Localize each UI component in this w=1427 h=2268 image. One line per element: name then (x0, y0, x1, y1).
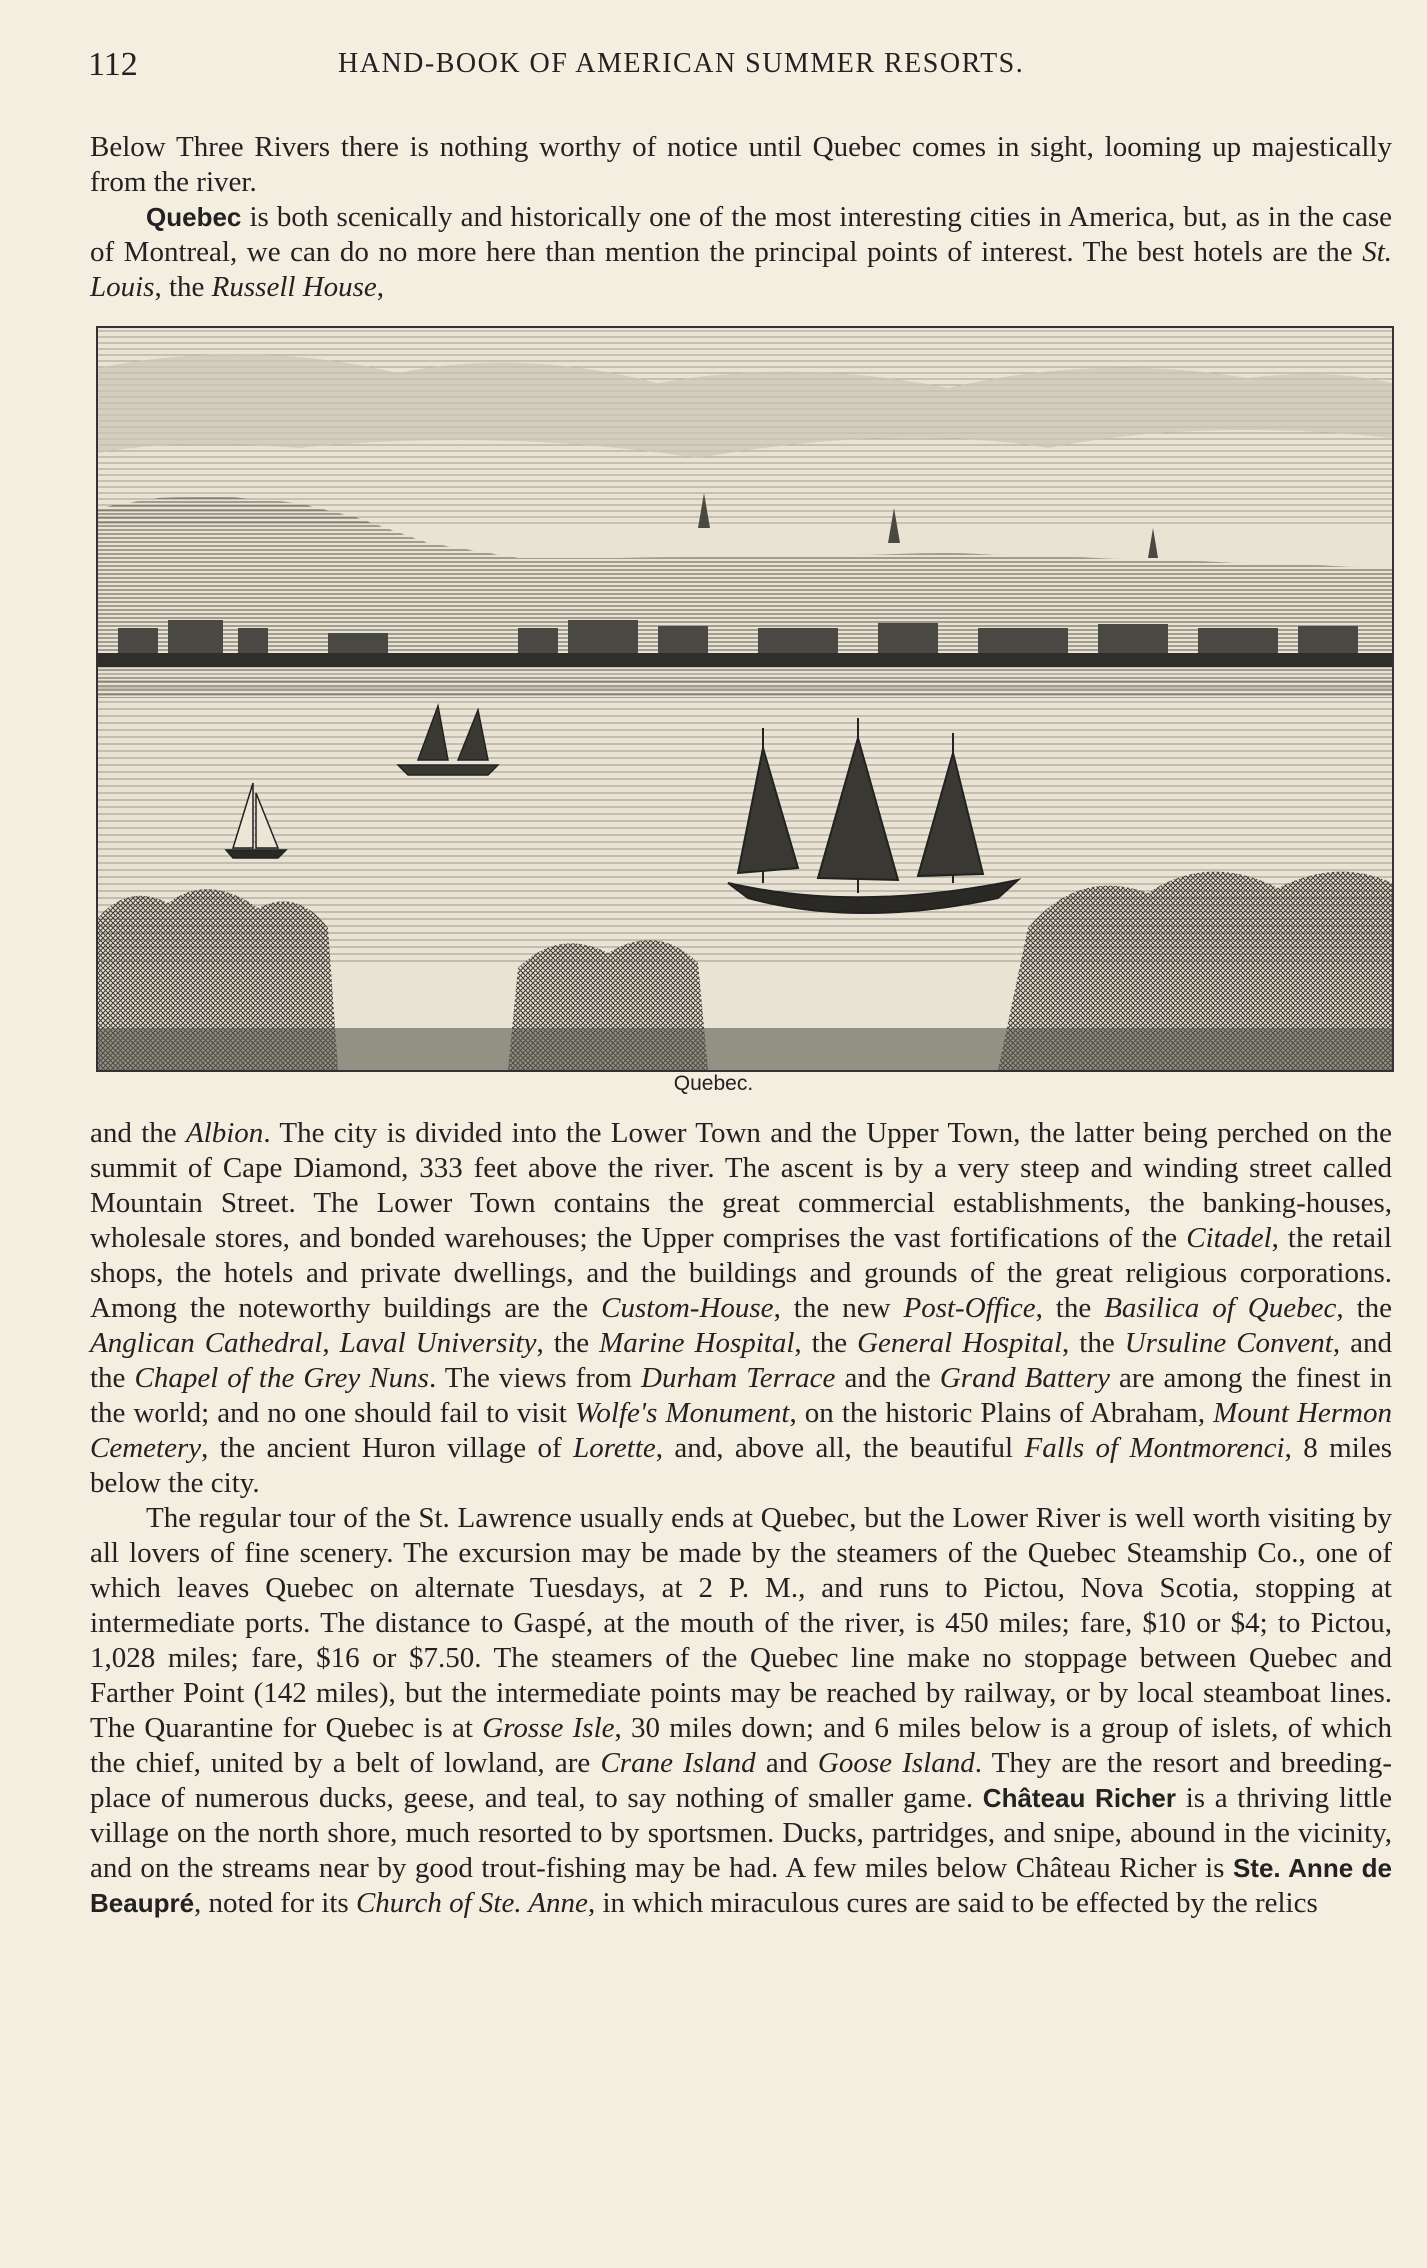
text-run: , the retail shops, the hotels and private dwellings, and the buildings and grounds of the great religious corporations. Among the noteworthy buildings are the (90, 1222, 1392, 1324)
text-run: The regular tour of the St. Lawrence usually ends at Quebec, but the Lower River is well worth visiting by all lovers of fine scenery. The excursion may be made by the steamers of the Quebec Steamship Co., one of which leaves Quebec on alternate Tuesdays, at 2 P. M., and runs to Pictou, Nova Scotia, stopping at intermediate ports. The distance to Gaspé, at the mouth of the river, is 450 miles; fare, $10 or $4; to Pictou, 1,028 miles; fare, $16 or $7.50. The steamers of the Quebec line make no stoppage between Quebec and Farther Point (142 miles), but the intermediate points may be reached by railway, or by local steamboat lines. The Quarantine for Quebec is at (90, 1502, 1392, 1744)
italic-term: Ursuline Convent (1124, 1327, 1333, 1359)
italic-term: Chapel of the Grey Nuns (134, 1362, 429, 1394)
text-run: , the (1062, 1327, 1125, 1359)
text-run: , on the historic Plains of Abraham, (789, 1397, 1214, 1429)
text-run: , the (536, 1327, 600, 1359)
text-run: , in which miraculous cures are said to be effected by the relics (587, 1887, 1318, 1919)
text-run: is a thriving little village on the north shore, much resorted to by sportsmen. Ducks, partridges, and snipe, abound in the vicinity, and on the streams near by good trout-fishing may be had. A few miles below Château Richer is (90, 1782, 1393, 1884)
italic-term: Crane Island (600, 1747, 756, 1779)
paragraph (90, 1501, 1392, 1921)
text-run: , (322, 1327, 340, 1359)
bold-term: Ste. Anne de Beaupré (90, 1853, 1392, 1918)
italic-term: Grand Battery (939, 1362, 1110, 1394)
italic-term: Basilica of Quebec (1104, 1292, 1337, 1324)
figure-caption: Quebec. (673, 1072, 754, 1095)
italic-term: Marine Hospital (599, 1327, 795, 1359)
text-run: , the (154, 271, 212, 303)
text-run: , 30 miles down; and 6 miles below is a group of islets, of which the chief, united by a belt of lowland, are (90, 1712, 1392, 1779)
quebec-engraving (96, 326, 1394, 1072)
italic-term: St. Louis (90, 236, 1392, 303)
italic-term: Wolfe's Monument (574, 1397, 790, 1429)
bold-term: Château Richer (982, 1783, 1176, 1813)
italic-term: Church of Ste. Anne (355, 1887, 588, 1919)
text-run: is both scenically and historically one of the most interesting cities in America, but, as in the case of Montreal, we can do no more here than mention the principal points of interest. The best hotels are the (90, 201, 1392, 268)
italic-term: General Hospital (857, 1327, 1063, 1359)
text-run: . The views from (428, 1362, 642, 1394)
page-header (88, 46, 1387, 96)
paragraph (90, 200, 1392, 305)
italic-term: Lorette (573, 1432, 656, 1464)
italic-term: Albion (185, 1117, 264, 1149)
text-run: , the (794, 1327, 858, 1359)
bold-term: Quebec (146, 202, 242, 232)
text-run: , the ancient Huron village of (201, 1432, 574, 1464)
italic-term: Laval University (339, 1327, 537, 1359)
paragraph (90, 130, 1392, 200)
text-run: , (376, 271, 385, 303)
text-run: , the (1336, 1292, 1392, 1324)
page-number: 112 (88, 46, 138, 83)
text-run: Below Three Rivers there is nothing worthy of notice until Quebec comes in sight, looming up majestically from the river. (90, 131, 1392, 198)
running-title: HAND-BOOK OF AMERICAN SUMMER RESORTS. (338, 48, 1025, 79)
italic-term: Post-Office (903, 1292, 1036, 1324)
text-run: , and the (90, 1327, 1392, 1394)
text-run: are among the finest in the world; and no one should fail to visit (90, 1362, 1392, 1429)
text-run: and the (90, 1117, 186, 1149)
quebec-illustration (98, 328, 1392, 1070)
foreground-ground (98, 1028, 1392, 1070)
italic-term: Custom-House (601, 1292, 774, 1324)
italic-term: Durham Terrace (641, 1362, 836, 1394)
text-run: , the (1035, 1292, 1105, 1324)
text-run: , 8 miles below the city. (90, 1432, 1392, 1499)
paragraph (90, 1116, 1392, 1501)
text-run: , and, above all, the beautiful (655, 1432, 1025, 1464)
waterfront (98, 653, 1392, 667)
text-run: and the (835, 1362, 940, 1394)
italic-term: Mount Hermon Cemetery (90, 1397, 1392, 1464)
text-block-bottom (90, 1116, 1392, 1921)
text-block-top (90, 130, 1392, 305)
text-run: and (755, 1747, 818, 1779)
text-run: . The city is divided into the Lower Town and the Upper Town, the latter being perched on the summit of Cape Diamond, 333 feet above the river. The ascent is by a very steep and winding street called Mountain Street. The Lower Town contains the great commercial establishments, the banking-houses, wholesale stores, and bonded warehouses; the Upper comprises the vast fortifications of the (90, 1117, 1392, 1254)
text-run: . They are the resort and breeding-place of numerous ducks, geese, and teal, to say nothing of smaller game. (90, 1747, 1393, 1814)
text-run: , noted for its (194, 1887, 356, 1919)
italic-term: Russell House (211, 271, 377, 303)
italic-term: Goose Island (817, 1747, 975, 1779)
italic-term: Grosse Isle (482, 1712, 615, 1744)
italic-term: Falls of Montmorenci (1024, 1432, 1285, 1464)
italic-term: Citadel (1186, 1222, 1272, 1254)
italic-term: Anglican Cathedral (90, 1327, 323, 1359)
text-run: , the new (773, 1292, 904, 1324)
